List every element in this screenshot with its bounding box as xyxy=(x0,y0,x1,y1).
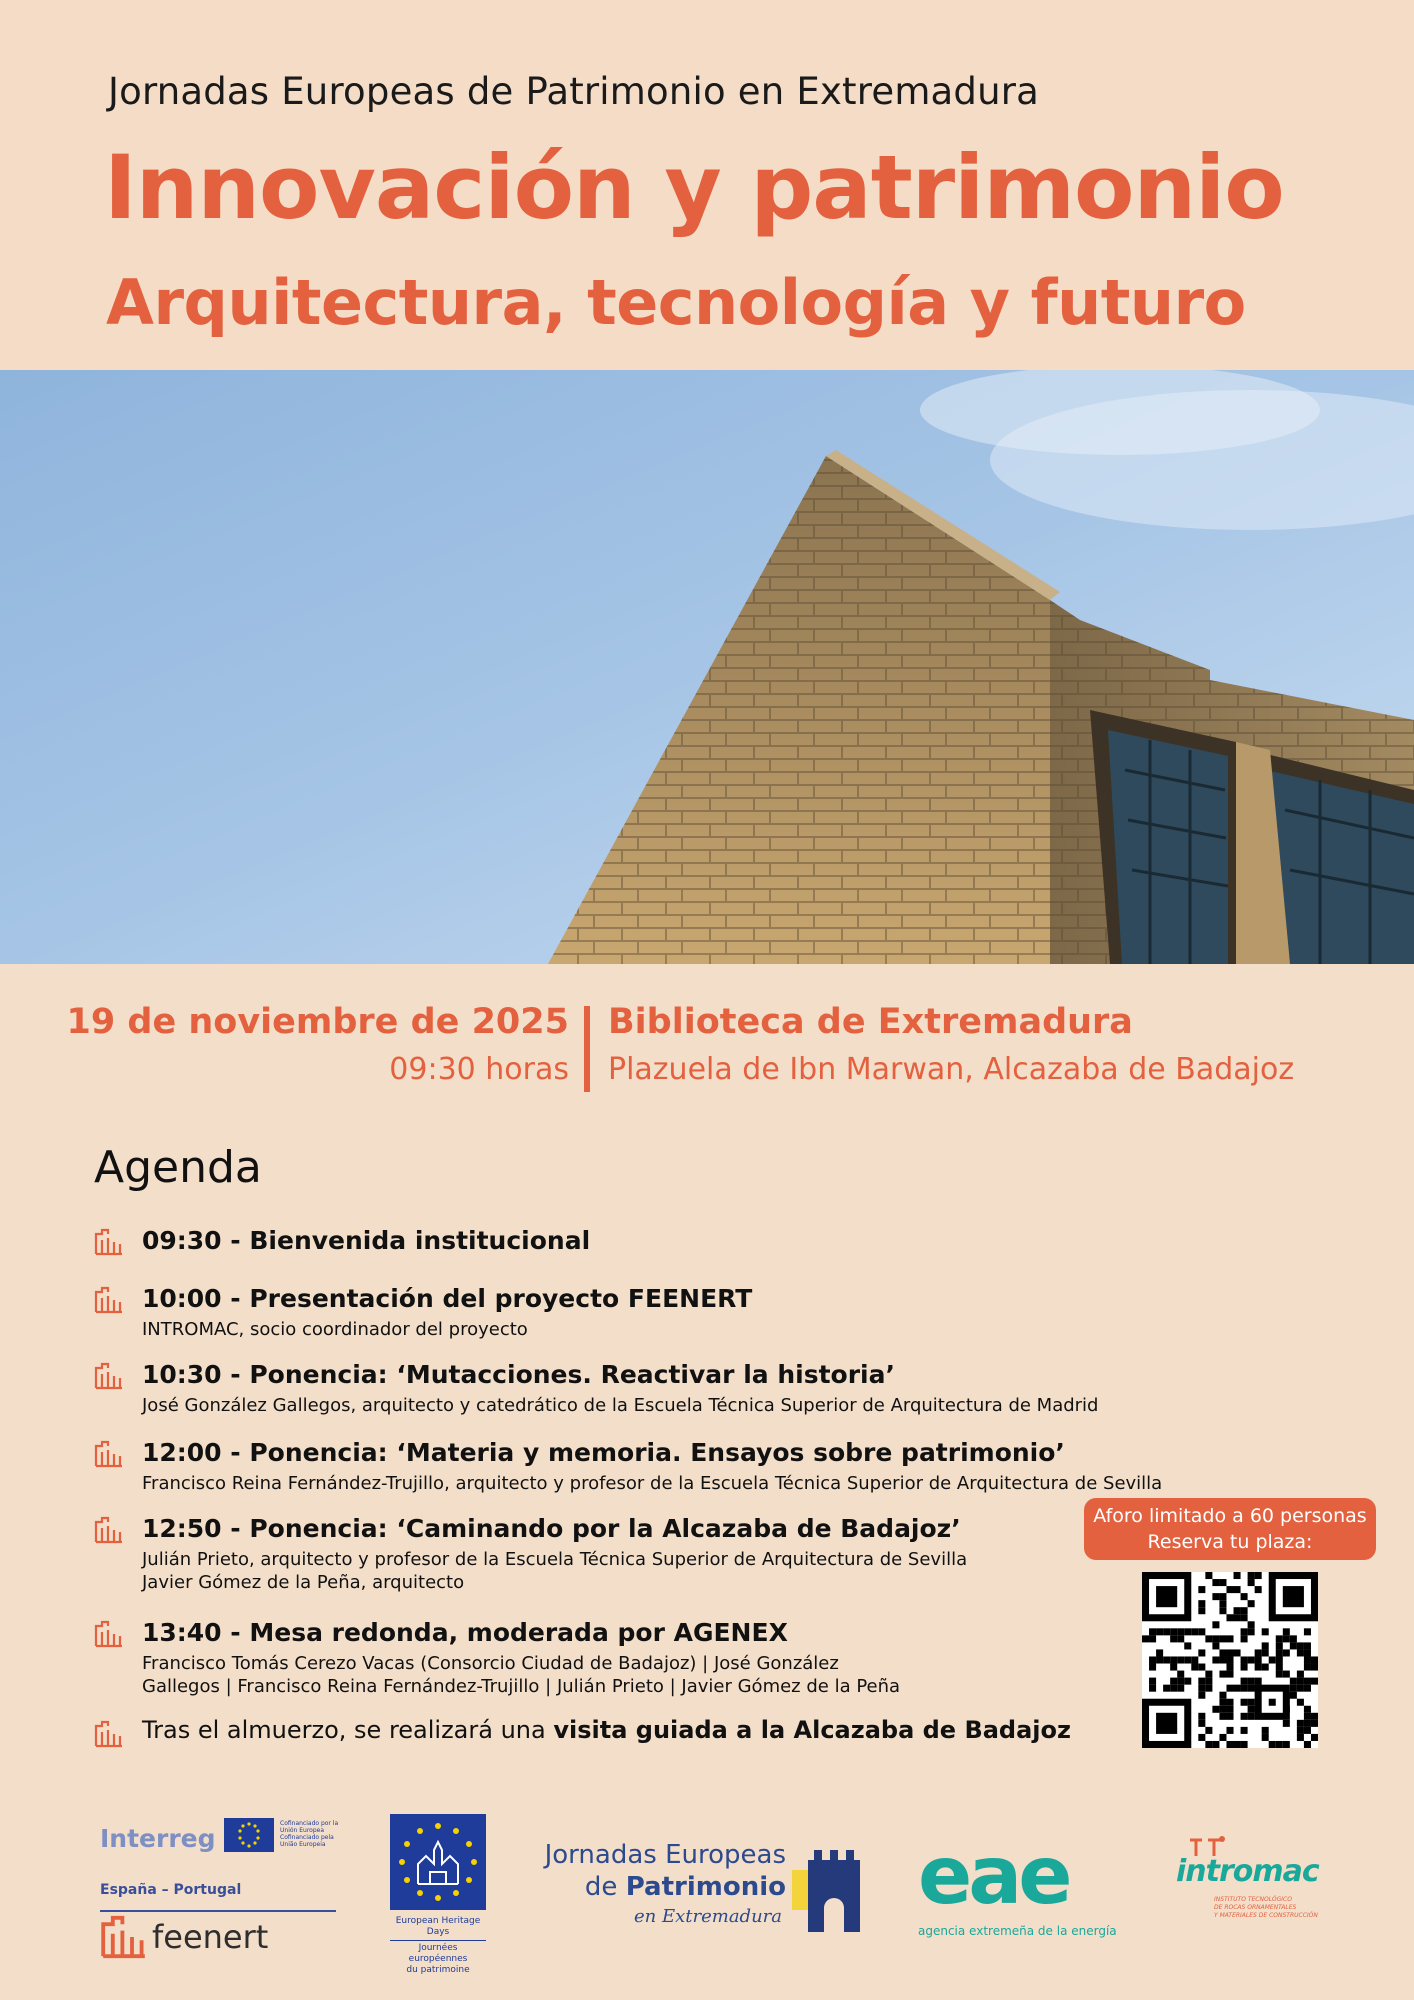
castle-tower-icon xyxy=(788,1840,866,1936)
agenda-item-title: 10:30 - Ponencia: ‘Mutacciones. Reactivar la historia’ xyxy=(142,1360,895,1389)
intromac-logo xyxy=(1176,1836,1336,1946)
feenert-bullet-icon xyxy=(94,1516,124,1544)
jep-line1: Jornadas Europeas xyxy=(544,1840,786,1870)
agenda-item-title: 13:40 - Mesa redonda, moderada por AGENEX xyxy=(142,1618,788,1647)
agenda-item-speakers xyxy=(142,1472,1162,1495)
agenda-item-title: 10:00 - Presentación del proyecto FEENERT xyxy=(142,1284,753,1313)
agenda-item-speaker-line: Francisco Tomás Cerezo Vacas (Consorcio Ciudad de Badajoz) | José González xyxy=(142,1653,839,1674)
agenda-item-title: 09:30 - Bienvenida institucional xyxy=(142,1226,591,1255)
reservation-badge xyxy=(1084,1498,1376,1560)
intromac-caption xyxy=(1214,1896,1318,1920)
event-venue: Biblioteca de Extremadura xyxy=(608,1002,1133,1042)
agenex-wordmark: eae xyxy=(918,1829,1069,1922)
agenda-item-speakers xyxy=(142,1652,900,1698)
european-heritage-days-logo xyxy=(390,1814,490,1976)
feenert-bullet-icon xyxy=(94,1362,124,1390)
event-address: Plazuela de Ibn Marwan, Alcazaba de Badajoz xyxy=(608,1052,1295,1087)
event-date: 19 de noviembre de 2025 xyxy=(66,1002,569,1042)
interreg-region: España – Portugal xyxy=(100,1882,242,1898)
agenda-item-speaker-line: Francisco Reina Fernández-Trujillo, arquitecto y profesor de la Escuela Técnica Superior de Arquitectura de Sevilla xyxy=(142,1473,1163,1494)
agenda-item-speakers xyxy=(142,1318,528,1341)
poster-title: Innovación y patrimonio xyxy=(104,136,1284,239)
feenert-bullet-icon xyxy=(94,1720,124,1748)
feenert-bullet-icon xyxy=(94,1620,124,1648)
jep-line2-bold: Patrimonio xyxy=(625,1872,786,1902)
ehd-caption xyxy=(390,1916,486,1976)
ehd-line2: Journées européennes xyxy=(408,1943,468,1964)
info-divider xyxy=(584,1006,590,1092)
ehd-line1: European Heritage Days xyxy=(390,1916,486,1941)
feenert-bullet-icon xyxy=(94,1440,124,1468)
interreg-cofinance-note xyxy=(280,1820,350,1848)
agenda-item-speaker-line: Gallegos | Francisco Reina Fernández-Trujillo | Julián Prieto | Javier Gómez de la Peña xyxy=(142,1676,901,1697)
agenda-item-speaker-line: Javier Gómez de la Peña, arquitecto xyxy=(142,1572,465,1593)
interreg-wordmark: Interreg xyxy=(100,1824,216,1853)
agenda-item-speaker-line: Julián Prieto, arquitecto y profesor de la Escuela Técnica Superior de Arquitectura de Sevilla xyxy=(142,1549,968,1570)
closing-prefix: Tras el almuerzo, se realizará una xyxy=(142,1716,554,1744)
sponsor-logos xyxy=(0,1800,1414,2000)
cofinance-es: Cofinanciado por la Unión Europea xyxy=(280,1820,339,1834)
feenert-logo xyxy=(100,1910,300,1966)
eu-flag-icon xyxy=(224,1818,274,1852)
agenda-item-title: 12:50 - Ponencia: ‘Caminando por la Alcazaba de Badajoz’ xyxy=(142,1514,961,1543)
agenex-caption: agencia extremeña de la energía xyxy=(918,1924,1117,1938)
event-series-label: Jornadas Europeas de Patrimonio en Extremadura xyxy=(108,70,1040,113)
agenda-heading: Agenda xyxy=(94,1142,262,1193)
feenert-bullet-icon xyxy=(94,1286,124,1314)
poster-subtitle: Arquitectura, tecnología y futuro xyxy=(106,266,1246,339)
agenda-item-speakers xyxy=(142,1548,967,1594)
intromac-line2: DE ROCAS ORNAMENTALES xyxy=(1214,1904,1297,1911)
feenert-icon xyxy=(100,1914,148,1960)
jep-line3: en Extremadura xyxy=(634,1906,782,1927)
jep-line2 xyxy=(585,1872,786,1902)
header-band xyxy=(0,0,1414,370)
jep-line2-prefix: de xyxy=(584,1872,626,1902)
agenex-logo xyxy=(918,1829,1118,1942)
agenda-item-title: 12:00 - Ponencia: ‘Materia y memoria. Ensayos sobre patrimonio’ xyxy=(142,1438,1065,1467)
capacity-note: Aforo limitado a 60 personas xyxy=(1093,1505,1367,1527)
hero-photo xyxy=(0,370,1414,964)
event-time: 09:30 horas xyxy=(389,1052,569,1087)
qr-code[interactable] xyxy=(1142,1572,1318,1748)
ehd-line3: du patrimoine xyxy=(406,1965,470,1975)
agenda-item-speaker-line: José González Gallegos, arquitecto y catedrático de la Escuela Técnica Superior de Arquitectura de Madrid xyxy=(142,1395,1099,1416)
agenda-closing-text xyxy=(142,1716,1071,1744)
feenert-wordmark: feenert xyxy=(152,1918,269,1956)
reserve-prompt: Reserva tu plaza: xyxy=(1147,1531,1313,1553)
intromac-line1: INSTITUTO TECNOLÓGICO xyxy=(1214,1896,1292,1903)
jep-extremadura-logo xyxy=(546,1840,866,1950)
agenda-item-speaker-line: INTROMAC, socio coordinador del proyecto xyxy=(142,1319,528,1340)
feenert-bullet-icon xyxy=(94,1228,124,1256)
agenda-item-speakers xyxy=(142,1394,1098,1417)
cofinance-pt: Cofinanciado pela União Europeia xyxy=(280,1834,334,1848)
intromac-wordmark: intromac xyxy=(1176,1854,1319,1889)
closing-bold: visita guiada a la Alcazaba de Badajoz xyxy=(553,1716,1071,1744)
intromac-line3: Y MATERIALES DE CONSTRUCCIÓN xyxy=(1214,1912,1318,1919)
ehd-emblem-icon xyxy=(390,1814,486,1910)
